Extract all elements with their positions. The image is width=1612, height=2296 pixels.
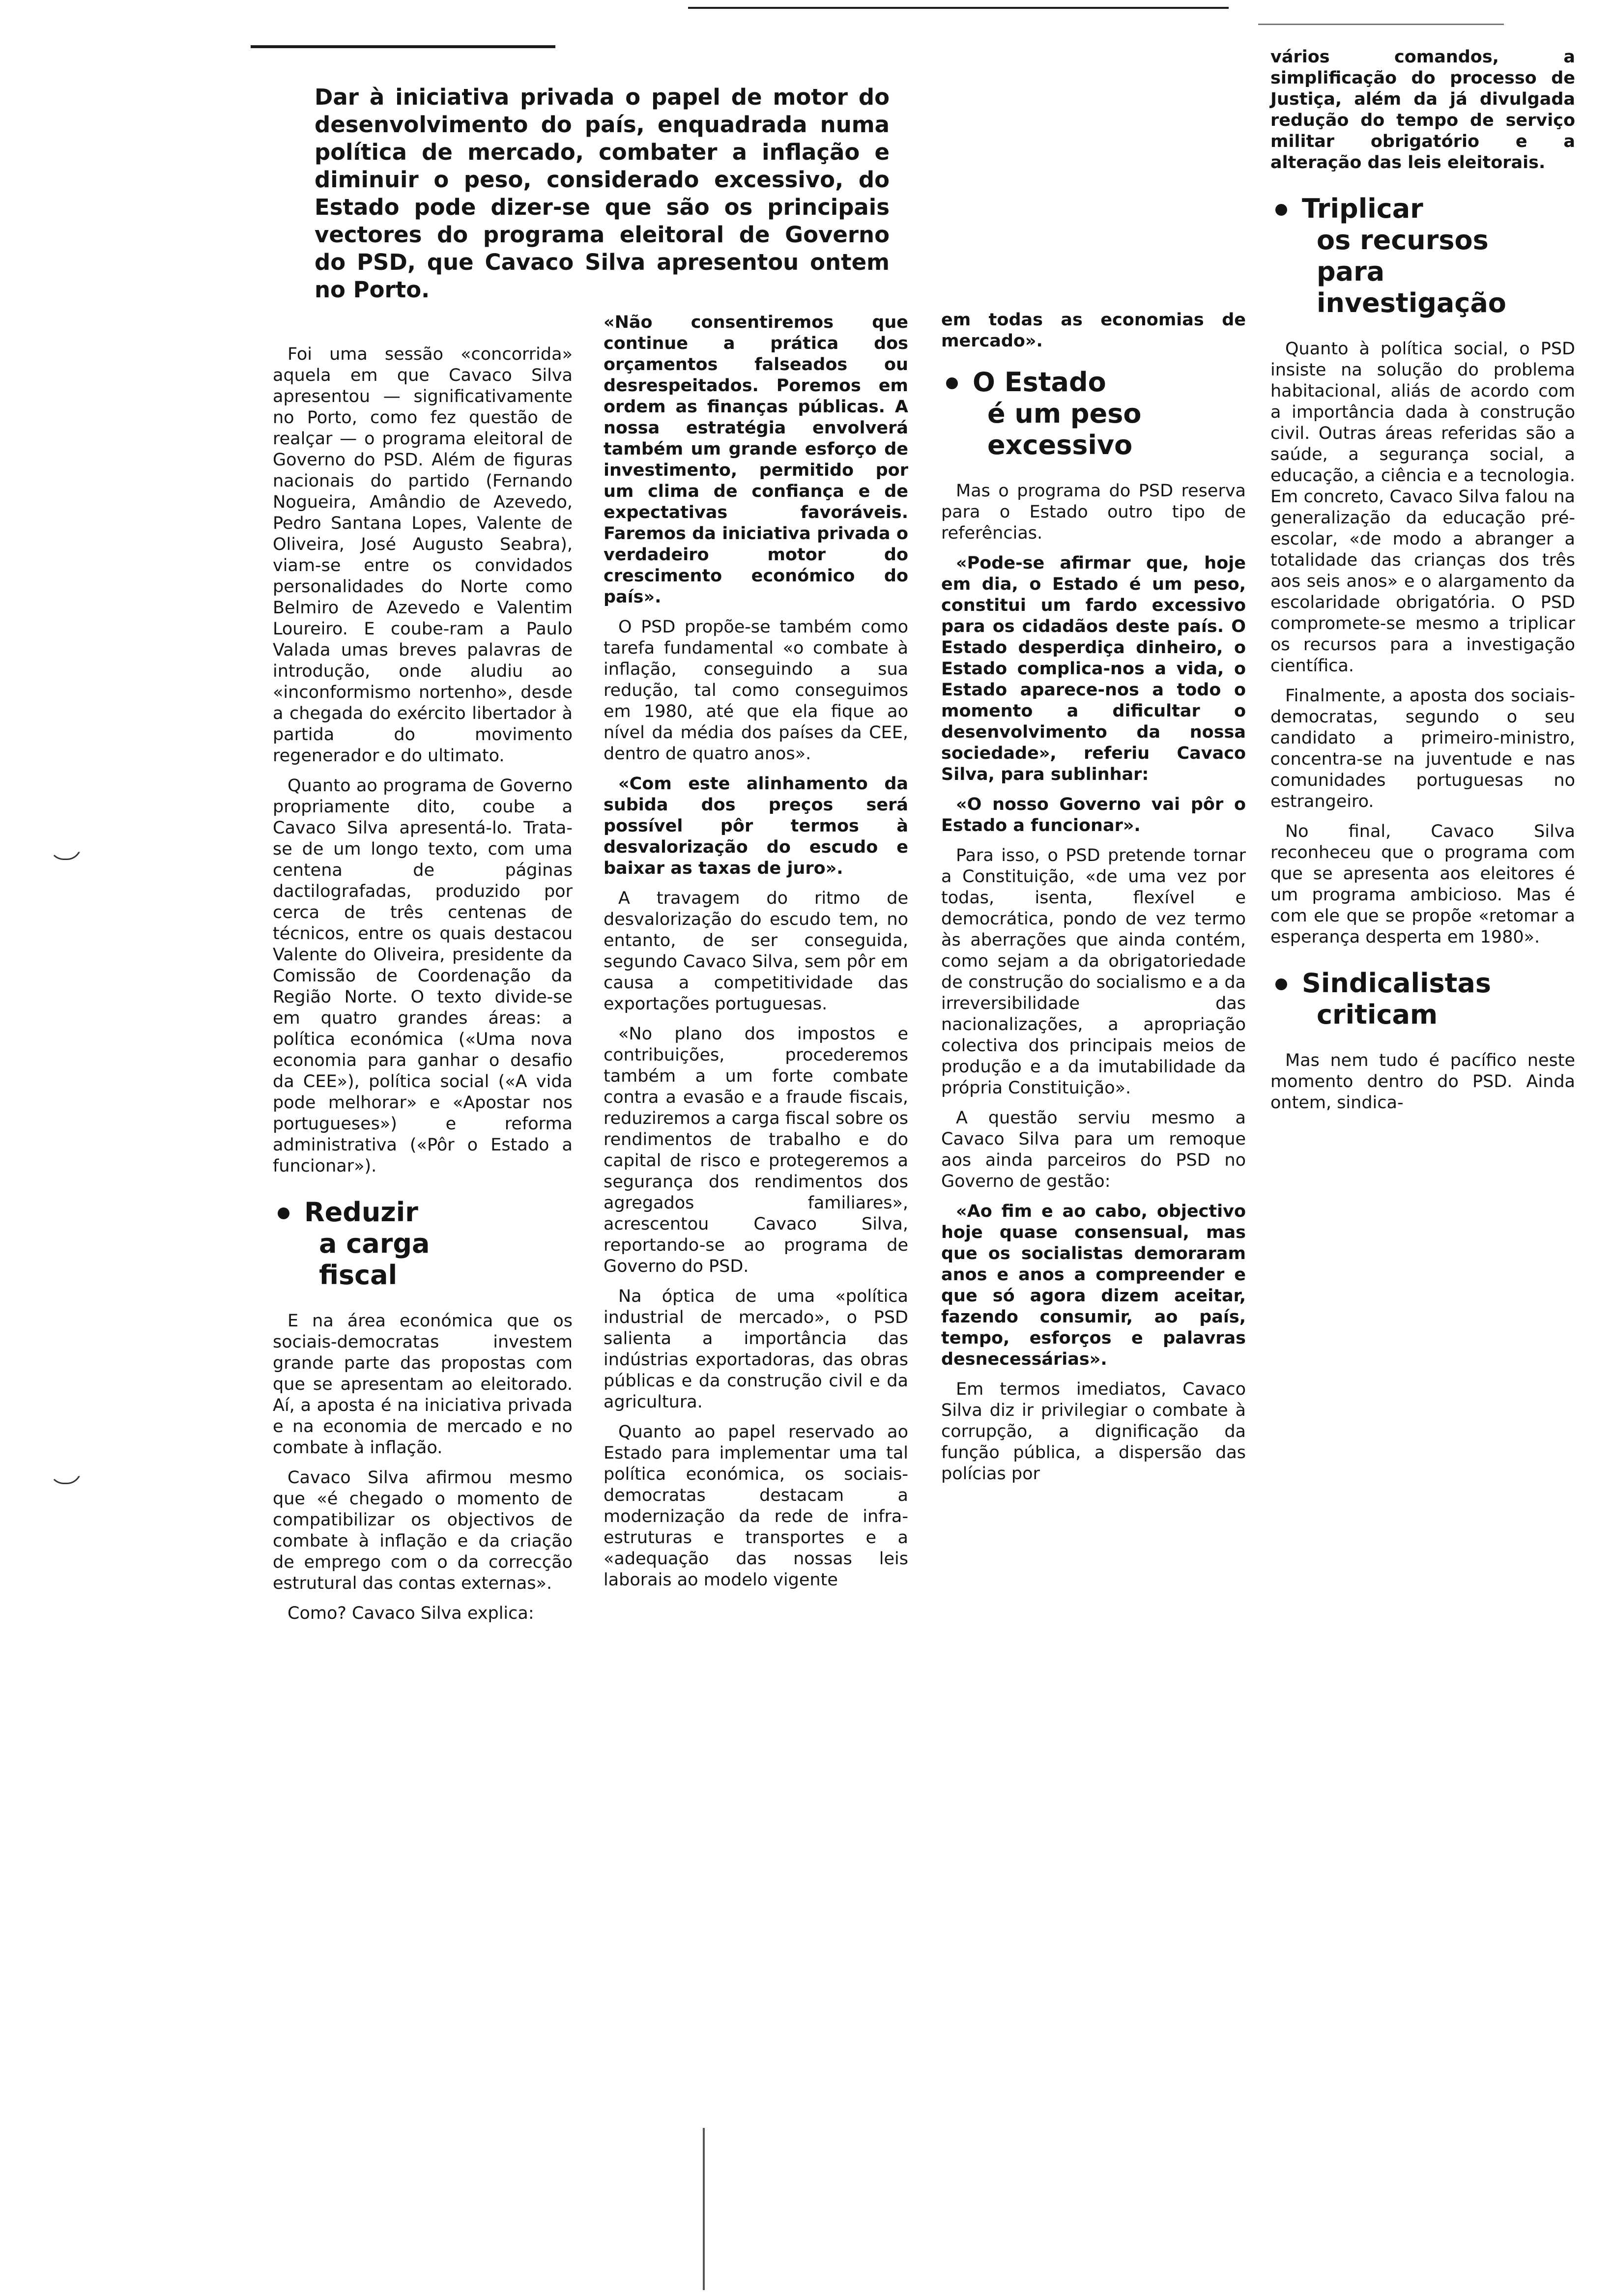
col1-paragraph: E na área económica que os sociais-democratas investem grande parte das propostas com que se apresentam ao eleitorado. Aí, a aposta é na iniciativa privada e na economia de mercado e no combate à inflação.	[273, 1311, 573, 1458]
col3-paragraph: A questão serviu mesmo a Cavaco Silva para um remoque aos ainda parceiros do PSD no Governo de gestão:	[941, 1108, 1246, 1191]
subheading-triplicar-recursos	[1270, 193, 1575, 319]
col4-paragraph: Quanto à política social, o PSD insiste na solução do problema habitacional, aliás de acordo com a importância dada à construção civil. Outras áreas referidas são a saúde, a segurança social, a educação, a ciência e a tecnologia. Em concreto, Cavaco Silva falou na generalização da educação pré-escolar, «de modo a abranger a totalidade das crianças dos três aos seis anos» e o alargamento da escolaridade obrigatória. O PSD compromete-se mesmo a triplicar os recursos para a investigação científica.	[1270, 339, 1575, 676]
article-lead: Dar à iniciativa privada o papel de motor do desenvolvimento do país, enquadrada numa política de mercado, combater a inflação e diminuir o peso, considerado excessivo, do Estado pode dizer-se que são os principais vectores do programa eleitoral de Governo do PSD, que Cavaco Silva apresentou ontem no Porto.	[315, 84, 890, 303]
col3-paragraph: «Pode-se afirmar que, hoje em dia, o Estado é um peso, constitui um fardo excessivo para os cidadãos deste país. O Estado desperdiça dinheiro, o Estado complica-nos a vida, o Estado aparece-nos a todo o momento a dificultar o desenvolvimento da nossa sociedade», referiu Cavaco Silva, para sublinhar:	[941, 553, 1246, 784]
col4-paragraph: Mas nem tudo é pacífico neste momento dentro do PSD. Ainda ontem, sindica-	[1270, 1051, 1575, 1113]
subheading-estado-peso-excessivo	[941, 367, 1246, 461]
bullet-icon	[278, 1207, 289, 1219]
subheading-line: a carga	[319, 1228, 430, 1259]
column-3	[941, 310, 1246, 1485]
col2-paragraph: Na óptica de uma «política industrial de mercado», o PSD salienta a importância das indústrias exportadoras, das obras públicas e da construção civil e da agricultura.	[604, 1287, 908, 1412]
col2-paragraph: Quanto ao papel reservado ao Estado para implementar uma tal política económica, os sociais-democratas destacam a modernização da rede de infra-estruturas e transportes e a «adequação das nossas leis laborais ao modelo vigente	[604, 1422, 908, 1590]
binding-hole-mark	[49, 845, 82, 860]
col2-paragraph: «No plano dos impostos e contribuições, procederemos também a um forte combate contra a evasão e a fraude fiscais, reduziremos a carga fiscal sobre os rendimentos de trabalho e do capital de risco e protegeremos a segurança dos rendimentos dos agregados familiares», acrescentou Cavaco Silva, reportando-se ao programa de Governo do PSD.	[604, 1024, 908, 1276]
col2-paragraph: «Não consentiremos que continue a prática dos orçamentos falseados ou desrespeitados. Poremos em ordem as finanças públicas. A nossa estratégia envolverá também um grande esforço de investimento, permitido por um clima de confiança e de expectativas favoráveis. Faremos da iniciativa privada o verdadeiro motor do crescimento económico do país».	[604, 313, 908, 607]
col2-paragraph: «Com este alinhamento da subida dos preços será possível pôr termos à desvalorização do escudo e baixar as taxas de juro».	[604, 774, 908, 878]
col4-paragraph: Finalmente, a aposta dos sociais-democratas, segundo o seu candidato a primeiro-ministro, concentra-se na juventude e nas comunidades portuguesas no estrangeiro.	[1270, 686, 1575, 811]
col2-paragraph: A travagem do ritmo de desvalorização do escudo tem, no entanto, de ser conseguida, segundo Cavaco Silva, sem pôr em causa a competitividade das exportações portuguesas.	[604, 889, 908, 1014]
top-rule-right	[1258, 24, 1504, 25]
col1-paragraph: Foi uma sessão «concorrida» aquela em que Cavaco Silva apresentou — significativamente no Porto, como fez questão de realçar — o programa eleitoral de Governo do PSD. Além de figuras nacionais do partido (Fernando Nogueira, Amândio de Azevedo, Pedro Santana Lopes, Valente de Oliveira, José Augusto Seabra), viam-se entre os convidados personalidades do Norte como Belmiro de Azevedo e Valentim Loureiro. E coube-ram a Paulo Valada umas breves palavras de introdução, onde aludiu ao «inconformismo nortenho», desde a chegada do exército libertador à partida do movimento regenerador e do ultimato.	[273, 344, 573, 766]
col4-paragraph: No final, Cavaco Silva reconheceu que o programa com que se apresenta aos eleitores é um programa ambicioso. Mas é com ele que se propõe «retomar a esperança desperta em 1980».	[1270, 822, 1575, 947]
subheading-line: os recursos	[1317, 225, 1489, 256]
col3-paragraph: em todas as economias de mercado».	[941, 310, 1246, 351]
column-2	[604, 312, 908, 1591]
bullet-icon	[1275, 204, 1287, 216]
subheading-reduzir-carga-fiscal	[273, 1197, 573, 1291]
col1-paragraph: Como? Cavaco Silva explica:	[288, 1604, 534, 1623]
subheading-line: fiscal	[319, 1260, 398, 1291]
col3-paragraph: Para isso, o PSD pretende tornar a Constituição, «de uma vez por todas, isenta, flexível e democrática, pondo de vez termo às aberrações que ainda contém, como sejam a da obrigatoriedade de construção do socialismo e a da irreversibilidade das nacionalizações, a apropriação colectiva dos principais meios de produção e a da imutabilidade da própria Constituição».	[941, 846, 1246, 1098]
subheading-line: é um peso	[987, 398, 1142, 429]
col3-paragraph: Mas o programa do PSD reserva para o Estado outro tipo de referências.	[941, 481, 1246, 543]
fold-line	[703, 2128, 705, 2290]
col1-paragraph: Cavaco Silva afirmou mesmo que «é chegado o momento de compatibilizar os objectivos de combate à inflação e da criação de emprego com o da correcção estrutural das contas externas».	[273, 1468, 573, 1593]
subheading-line: Triplicar	[1302, 193, 1423, 224]
binding-hole-mark	[49, 1469, 82, 1484]
column-1	[273, 344, 573, 1624]
subheading-line: investigação	[1317, 287, 1506, 318]
top-rule-mid	[688, 7, 1229, 9]
bullet-icon	[946, 377, 958, 389]
subheading-sindicalistas-criticam	[1270, 968, 1575, 1031]
column-4	[1270, 47, 1575, 1114]
bullet-icon	[1275, 978, 1287, 990]
col2-paragraph: O PSD propõe-se também como tarefa fundamental «o combate à inflação, conseguindo a sua redução, tal como conseguimos em 1980, até que ela fique ao nível da média dos países da CEE, dentro de quatro anos».	[604, 617, 908, 764]
col3-paragraph: «Ao fim e ao cabo, objectivo hoje quase consensual, mas que os socialistas demoraram anos e anos a compreender e que só agora dizem aceitar, fazendo consumir, ao país, tempo, esforços e palavras desnecessárias».	[941, 1202, 1246, 1369]
col1-paragraph: Quanto ao programa de Governo propriamente dito, coube a Cavaco Silva apresentá-lo. Trata-se de um longo texto, com uma centena de páginas dactilografadas, produzido por cerca de três centenas de técnicos, entre os quais destacou Valente do Oliveira, presidente da Comissão de Coordenação da Região Norte. O texto divide-se em quatro grandes áreas: a política económica («Uma nova economia para ganhar o desafio da CEE»), política social («A vida pode melhorar» e «Apostar nos portugueses») e reforma administrativa («Pôr o Estado a funcionar»).	[273, 776, 573, 1176]
col3-paragraph: «O nosso Governo vai pôr o Estado a funcionar».	[941, 795, 1246, 835]
subheading-line: excessivo	[987, 430, 1133, 460]
subheading-line: Reduzir	[304, 1197, 418, 1228]
subheading-line: para	[1317, 256, 1385, 287]
col3-paragraph: Em termos imediatos, Cavaco Silva diz ir privilegiar o combate à corrupção, a dignificação da função pública, a dispersão das polícias por	[941, 1379, 1246, 1484]
subheading-line: criticam	[1317, 999, 1438, 1030]
subheading-line: Sindicalistas	[1302, 968, 1492, 999]
col4-paragraph: vários comandos, a simplificação do processo de Justiça, além da já divulgada redução do tempo de serviço militar obrigatório e a alteração das leis eleitorais.	[1270, 47, 1575, 172]
top-rule-left	[251, 45, 555, 48]
subheading-line: O Estado	[973, 367, 1106, 398]
